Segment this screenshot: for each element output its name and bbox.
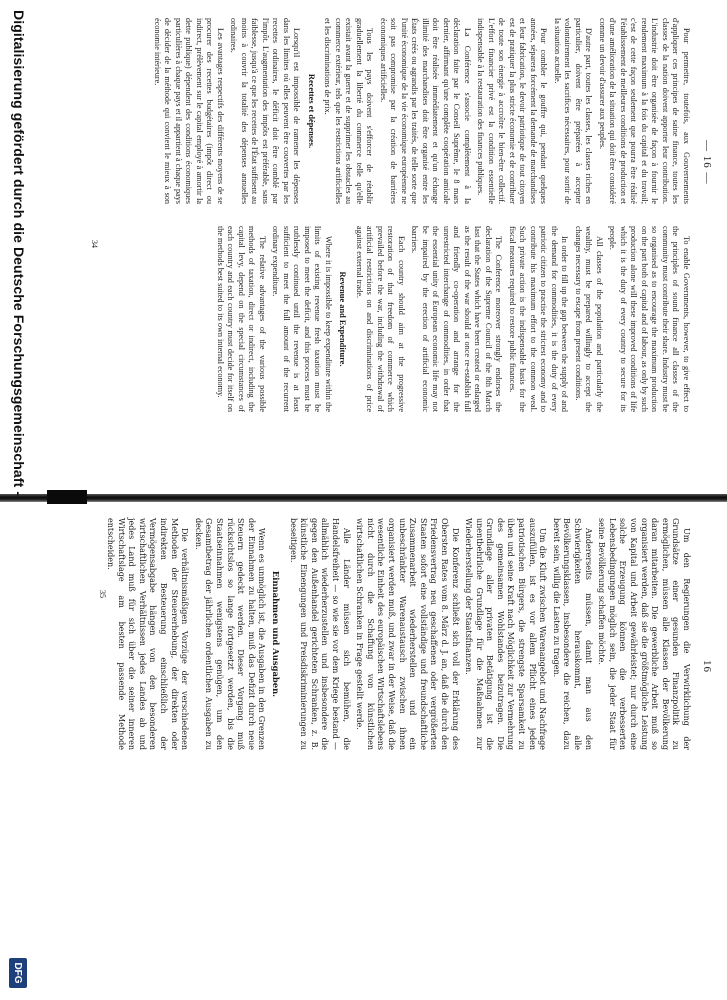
paragraph: Alle Länder müssen sich bemühen, die Handelsfreiheit — so wie sie vor dem Kriege bestand — allmählich wiederherzustellen und insbesondere die gegen den Außenhandel gerichteten Schranken, z. B. künstliche Einengungen und Preisdiskriminierungen zu beseitigen. <box>288 518 351 750</box>
section-heading: Einnahmen und Ausgaben. <box>271 570 282 698</box>
paragraph: Les avantages respectifs des différents moyens de se procurer des recettes budgétaires (impôt direct ou indirect, prélèvement sur le capital employé à amortir la dette publique) dépendent des conditions économiques particulières à chaque pays et il appartient à chaque pays de décider de la méthode qui convient le mieux à son économie intérieure. <box>153 18 225 204</box>
paragraph: Die Konferenz schließt sich voll der Erklärung des Obersten Rates vom 8. März d. J. an, daß die durch den Friedensvertrag neu geschaffenen oder vergrößerten Staaten sofort eine vollständige und freundschaftliche Zusammenarbeit wiederherstellen und ein unbeschränkter Warenaustausch zwischen ihnen organisiert werden muß, und zwar in der Weise, daß die wesentliche Einheit des europäischen Wirtschaftslebens nicht durch die Schaffung von künstlichen wirtschaftlichen Schranken in Frage gestellt werde. <box>355 518 460 750</box>
paragraph: Lorsqu'il est impossible de ramener les dépenses dans les limites où elles peuvent être couvertes par les recettes ordinaires, le déficit doit être comblé par l'impôt. L'augmentation des impôts est préférable, sans faiblesse, jusqu'à ce que les recettes de l'État suffisent au moins à couvrir la totalité des dépenses annuelles ordinaires. <box>229 18 302 204</box>
paragraph: Pour combler le gouffre qui, pendant quelques années, séparera forcément la demande de marchandises et leur fabrication, le devoir patriotique de tout citoyen est de pratiquer la plus stricte économie et de contribuer de toute son énergie à accroître le bien-être collectif. L'effort financier privé est la condition essentielle indispensable à la restauration des finances publiques. <box>476 18 549 204</box>
paragraph: Die verhältnismäßigen Vorzüge der verschiedenen Methoden der Steuererhebung, der direkten oder indirekten Besteuerung einschließlich der Vermögensabgabe hängen von den besonderen wirtschaftlichen Verhältnissen jedes Landes ab und jedes Land muß für sich über die seiner inneren Wirtschaftslage am besten passende Methode entscheiden. <box>106 518 190 750</box>
section-heading: Recettes et dépenses. <box>307 73 316 149</box>
paragraph: The Conference moreover strongly endorses the declaration of the Supreme Council of the 8th March last that the States which have been created or enlarged as the result of the war should at once re-establish full and friendly co-operation and arrange for the unrestricted interchange of commodities, in order that the essential unity of European economic life may not be impaired by the erection of artificial economic barriers. <box>410 226 504 412</box>
french-column <box>149 18 692 204</box>
signature-mark: 35 <box>98 590 107 598</box>
paragraph: D'autre part, toutes les classes, les classes riches en particulier, doivent être préparées à accepter volontairement les sacrifices nécessaires, pour sortir de la situation actuelle. <box>553 18 594 204</box>
paragraph: Pour permettre, toutefois, aux Gouvernements d'appliquer ces principes de saine finance, toutes les classes de la nation doivent apporter leur contribution. L'industrie doit être organisée de façon à fournir le rendement maximum à la fois du capital et du travail; c'est de cette façon seulement que pourra être réalisé l'établissement de meilleures conditions de production et d'une amélioration de la situation qui doit être considéré comme un devoir d'assurer aux peuples. <box>598 18 691 204</box>
paragraph: Um den Regierungen die Verwirklichung der Grundsätze einer gesunden Finanzpolitik zu ermöglichen, müssen alle Klassen der Bevölkerung daran mitarbeiten. Die gewerbliche Arbeit muß so organisiert werden, daß sie die größtmögliche Leistung von Kapital und Arbeit gewährleistet; nur durch eine solche Erzeugung können die verbesserten Lebensbedingungen möglich sein, die jeder Staat für seine Bevölkerung schaffen möchte. <box>597 518 691 750</box>
paragraph: In order to fill up the gap between the supply of and the demand for commodities, it is the duty of every patriotic citizen to practise the strictest economy and to contribute his maximum effort to the common weal. Such private action is the indispensable basis for the fiscal measures required to restore public finances. <box>508 226 570 412</box>
english-column <box>212 226 692 412</box>
german-column <box>102 518 691 750</box>
paragraph: La Conférence s'associe complètement à la déclaration faite par le Conseil Suprême, le 8 mars dernier, affirmant qu'une complète coopération amicale doit être réalisée immédiatement et qu'un échange illimité des marchandises doit être organisé entre les États créés ou agrandis par les traités, de telle sorte que l'unité économique de la vie économique européenne ne soit pas compromise par la création de barrières économiques artificielles. <box>379 18 472 204</box>
paragraph: Where it is impossible to keep expenditure within the limits of existing revenue fresh taxation must be imposed to meet the deficit, and this process must be ruthlessly continued until the revenue is at least sufficient to meet the full amount of the recurrent ordinary expenditure. <box>271 226 333 412</box>
paragraph: Andererseits müssen, damit man aus den Schwierigkeiten herauskommt, alle Bevölkerungsklassen, insbesondere die reichen, dazu bereit sein, willig die Lasten zu tragen. <box>551 518 593 750</box>
paragraph: Wenn es unmöglich ist, die Ausgaben in den Grenzen der Einnahmen zu halten, muß das Defizit durch neue Steuern gedeckt werden. Dieser Vorgang muß rücksichtslos so lange fortgesetzt werden, bis die Staatseinnahmen wenigstens genügen, um den Gesamtbetrag der jährlichen ordentlichen Ausgaben zu decken. <box>193 518 267 750</box>
signature-mark: 34 <box>90 240 99 248</box>
page-number: — 16 — <box>701 140 713 185</box>
paragraph: To enable Governments, however, to give effect to the principles of sound finance all classes of the community must contribute their share. Industry must be so organised as to encourage the maximum production on the part both of capital and of labour, as only by such production alone will these improved conditions of life which it is the duty of every country to secure for its people. <box>608 226 691 413</box>
paragraph: All classes of the population and particularly the wealthy, must be prepared willingly to accept the changes necessary to escape from present conditions. <box>574 226 604 412</box>
paragraph: Each country should aim at the progressive restoration of that freedom of commerce which prevailed before the war, including the withdrawal of artificial restrictions on and discriminations of price against external trade. <box>355 226 406 412</box>
dfg-logo <box>9 958 27 988</box>
section-heading: Revenue and Expenditure. <box>338 271 348 367</box>
paragraph: Tous les pays doivent s'efforcer de rétablir graduellement la liberté du commerce telle qu'elle existait avant la guerre et de supprimer les obstacles au commerce extérieur, tels que les restrictions artificielles et les discriminations de prix. <box>323 18 375 204</box>
paragraph: Um die Kluft zwischen Warenangebot und Nachfrage auszufüllen, ist es vor allem Pflicht eines jeden patriotischen Bürgers, die strengste Sparsamkeit zu üben und seine Kraft nach Möglichkeit zur Vermehrung des gemeinsamen Wohlstandes beizutragen. Die Grundlage aller privaten Betätigung ist die unentbehrliche Grundlage für die Maßnahmen zur Wiederherstellung der Staatsfinanzen. <box>464 518 548 750</box>
dfg-logo-text: DFG <box>12 962 24 984</box>
page-number: 16 <box>701 660 713 673</box>
paragraph: The relative advantages of the various possible methods of taxation, direct or indirect, including the capital levy, depend on the special circumstances of each country and each country must decide for itself on the methods best suited to its own internal economy. <box>216 226 267 412</box>
digitization-credit: Digitalisierung gefördert durch die Deutsche Forschungsgemeinschaft - <box>11 10 27 497</box>
